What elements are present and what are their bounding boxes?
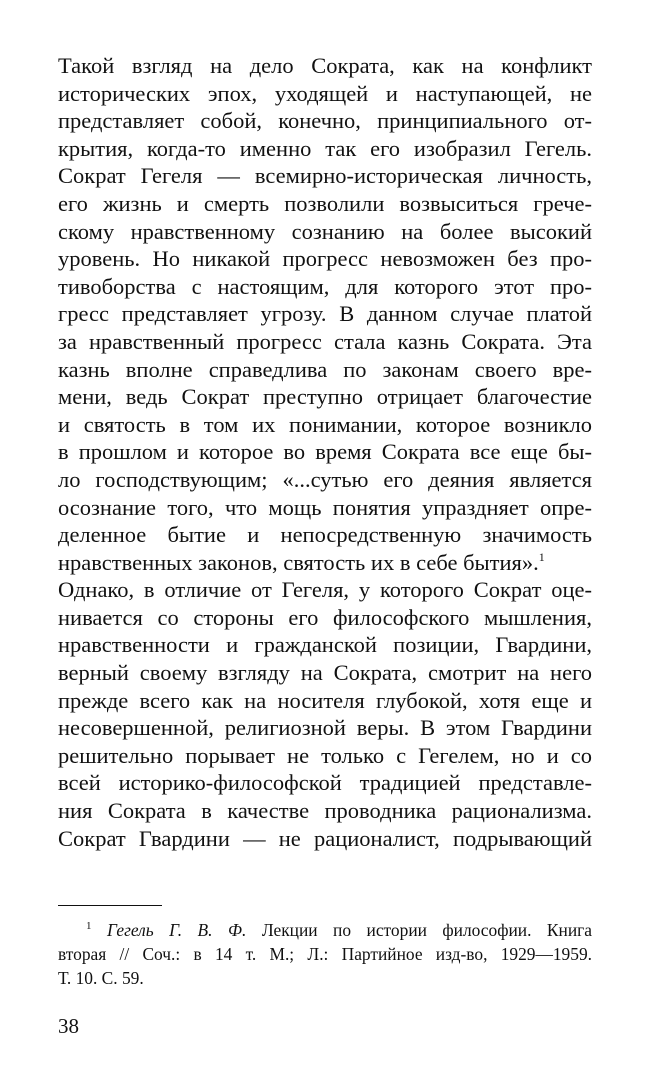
body-line: исторических эпох, уходящей и наступающей, не xyxy=(58,80,592,106)
body-line: ло господствующим; «...сутью его деяния является xyxy=(58,466,592,492)
body-line-with-footnote-ref xyxy=(58,549,592,577)
footnote-line: Т. 10. С. 59. xyxy=(58,968,144,988)
footnote-reference[interactable]: 1 xyxy=(538,549,545,564)
body-line: решительно порывает не только с Гегелем, но и со xyxy=(58,742,592,768)
body-line: его жизнь и смерть позволили возвыситься грече- xyxy=(58,190,592,216)
body-line: верный своему взгляду на Сократа, смотрит на него xyxy=(58,660,592,686)
footnote-author: Гегель Г. В. Ф. xyxy=(106,920,247,940)
body-line: Сократ Гегеля — всемирно-историческая личность, xyxy=(58,163,592,189)
body-line: тивоборства с настоящим, для которого этот про- xyxy=(58,273,592,299)
body-line: гресс представляет угрозу. В данном случае платой xyxy=(58,301,592,327)
body-line: Сократ Гвардини — не рационалист, подрывающий xyxy=(58,825,592,851)
body-line: казнь вполне справедлива по законам своего вре- xyxy=(58,356,592,382)
footnote-block xyxy=(58,918,592,990)
footnote-number: 1 xyxy=(86,920,92,932)
body-line: в прошлом и которое во время Сократа все еще бы- xyxy=(58,439,592,465)
body-line: Однако, в отличие от Гегеля, у которого Сократ оце- xyxy=(58,577,592,603)
body-line: представляет собой, конечно, принципиального от- xyxy=(58,108,592,134)
footnote-divider xyxy=(58,905,162,906)
footnote-line xyxy=(58,918,592,942)
body-line: несовершенной, религиозной веры. В этом Гвардини xyxy=(58,715,592,741)
body-line: нравственности и гражданской позиции, Гвардини, xyxy=(58,632,592,658)
body-line: прежде всего как на носителя глубокой, хотя еще и xyxy=(58,687,592,713)
body-line: крытия, когда-то именно так его изобразил Гегель. xyxy=(58,135,592,161)
body-line: всей историко-философской традицией представле- xyxy=(58,770,592,796)
body-line: деленное бытие и непосредственную значимость xyxy=(58,522,592,548)
body-line: Такой взгляд на дело Сократа, как на конфликт xyxy=(58,53,592,78)
body-line: ния Сократа в качестве проводника рационализма. xyxy=(58,798,592,824)
body-line: и святость в том их понимании, которое возникло xyxy=(58,411,592,437)
page-number: 38 xyxy=(58,1014,79,1038)
footnote-line: вторая // Соч.: в 14 т. М.; Л.: Партийное изд-во, 1929—1959. xyxy=(58,944,592,964)
footnote-text: Лекции по истории философии. Книга xyxy=(261,920,592,940)
body-line: уровень. Но никакой прогресс невозможен без про- xyxy=(58,246,592,272)
body-line: осознание того, что мощь понятия упраздняет опре- xyxy=(58,494,592,520)
body-line: за нравственный прогресс стала казнь Сократа. Эта xyxy=(58,328,592,354)
body-line: нивается со стороны его философского мышления, xyxy=(58,604,592,630)
body-line: скому нравственному сознанию на более высокий xyxy=(58,218,592,244)
body-line-text: нравственных законов, святость их в себе бытия». xyxy=(58,549,539,575)
page-body xyxy=(58,52,592,852)
body-line: мени, ведь Сократ преступно отрицает благочестие xyxy=(58,384,592,410)
